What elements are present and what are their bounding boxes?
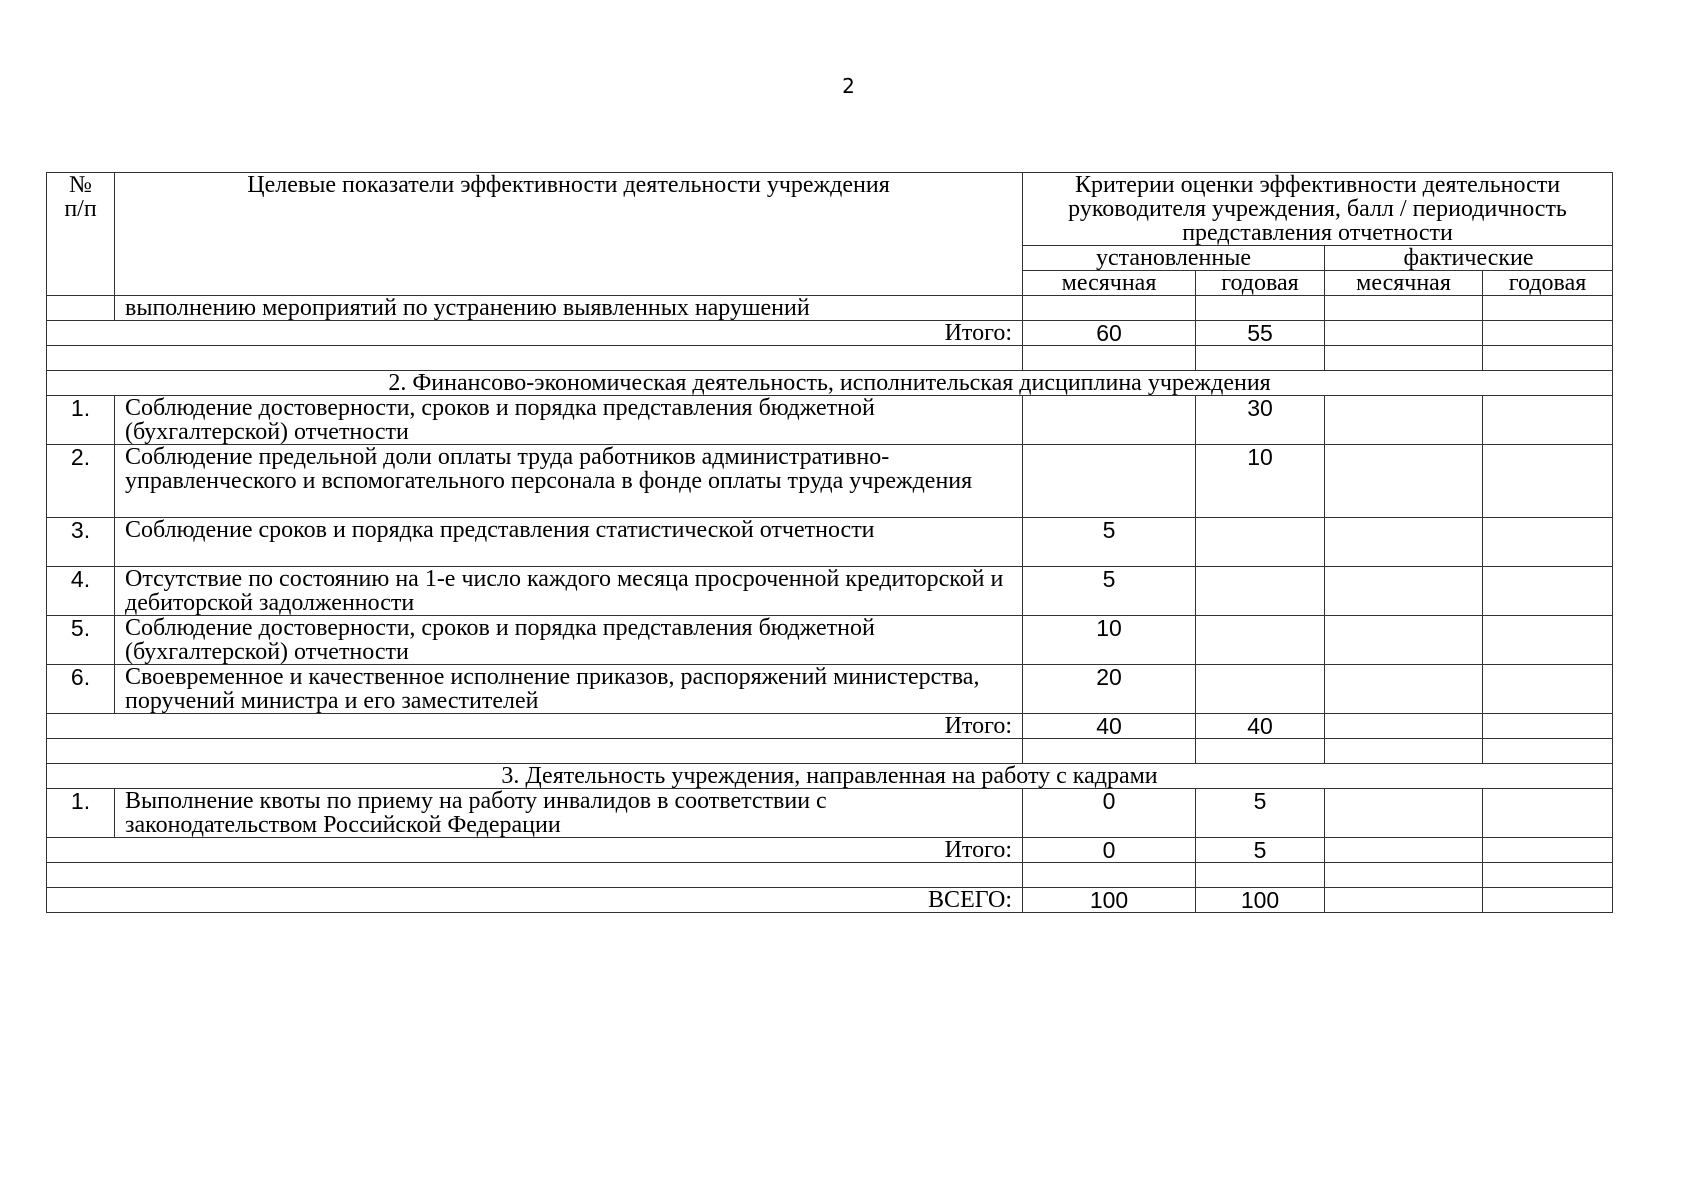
row-annual [1196,518,1325,567]
blank-row [47,863,1613,888]
header-established: установленные [1023,246,1325,271]
row-text: Выполнение квоты по приему на работу инвалидов в соответствии с законодательством Российской Федерации [115,789,1023,838]
row-monthly: 0 [1023,789,1196,838]
grand-total-label: ВСЕГО: [47,888,1023,913]
row-monthly: 20 [1023,665,1196,714]
row-num: 3. [47,518,115,567]
grand-total-row [47,888,1613,913]
row-annual [1196,616,1325,665]
section2-title-row [47,371,1613,396]
total-monthly: 60 [1023,321,1196,346]
table-row [47,789,1613,838]
row-monthly: 10 [1023,616,1196,665]
row-annual: 30 [1196,396,1325,445]
row-monthly: 5 [1023,518,1196,567]
row-annual: 10 [1196,445,1325,518]
row-text: Соблюдение сроков и порядка представления статистической отчетности [115,518,1023,567]
row-monthly [1023,396,1196,445]
table-row [47,396,1613,445]
header-num: № п/п [47,173,115,296]
header-actual-monthly: месячная [1325,271,1483,296]
row-num: 2. [47,445,115,518]
total-annual: 55 [1196,321,1325,346]
header-criteria: Критерии оценки эффективности деятельности руководителя учреждения, балл / периодичность представления отчетности [1023,173,1613,246]
section3-title-row [47,764,1613,789]
total-monthly: 40 [1023,714,1196,739]
header-established-annual: годовая [1196,271,1325,296]
row-text: Соблюдение достоверности, сроков и порядка представления бюджетной (бухгалтерской) отчетности [115,396,1023,445]
grand-total-annual: 100 [1196,888,1325,913]
row-num: 5. [47,616,115,665]
page-number: 2 [842,74,855,98]
header-actual: фактические [1325,246,1613,271]
table-row [47,616,1613,665]
header-actual-annual: годовая [1483,271,1613,296]
row-monthly: 5 [1023,567,1196,616]
total-monthly: 0 [1023,838,1196,863]
section1-total-row [47,321,1613,346]
row-num: 1. [47,396,115,445]
efficiency-criteria-table [46,172,1613,913]
table-row [47,567,1613,616]
row-text: Отсутствие по состоянию на 1-е число каждого месяца просроченной кредиторской и дебиторской задолженности [115,567,1023,616]
total-annual: 40 [1196,714,1325,739]
section-title: 3. Деятельность учреждения, направленная на работу с кадрами [47,764,1613,789]
header-established-monthly: месячная [1023,271,1196,296]
row-num: 6. [47,665,115,714]
row-text: Соблюдение достоверности, сроков и порядка представления бюджетной (бухгалтерской) отчетности [115,616,1023,665]
row-annual [1196,567,1325,616]
table-row [47,665,1613,714]
carryover-text: выполнению мероприятий по устранению выявленных нарушений [115,296,1023,321]
total-label: Итого: [47,321,1023,346]
row-num: 4. [47,567,115,616]
header-indicators: Целевые показатели эффективности деятельности учреждения [115,173,1023,296]
table-row [47,445,1613,518]
table-row [47,518,1613,567]
row-text: Соблюдение предельной доли оплаты труда работников административно-управленческого и вспомогательного персонала в фонде оплаты труда учреждения [115,445,1023,518]
row-num: 1. [47,789,115,838]
section-title: 2. Финансово-экономическая деятельность, исполнительская дисциплина учреждения [47,371,1613,396]
row-monthly [1023,445,1196,518]
carryover-row [47,296,1613,321]
blank-row [47,346,1613,371]
row-annual [1196,665,1325,714]
row-annual: 5 [1196,789,1325,838]
total-annual: 5 [1196,838,1325,863]
total-label: Итого: [47,714,1023,739]
grand-total-monthly: 100 [1023,888,1196,913]
total-label: Итого: [47,838,1023,863]
header-row-1 [47,173,1613,246]
row-text: Своевременное и качественное исполнение приказов, распоряжений министерства, поручений министра и его заместителей [115,665,1023,714]
section3-total-row [47,838,1613,863]
section2-total-row [47,714,1613,739]
blank-row [47,739,1613,764]
carryover-num [47,296,115,321]
